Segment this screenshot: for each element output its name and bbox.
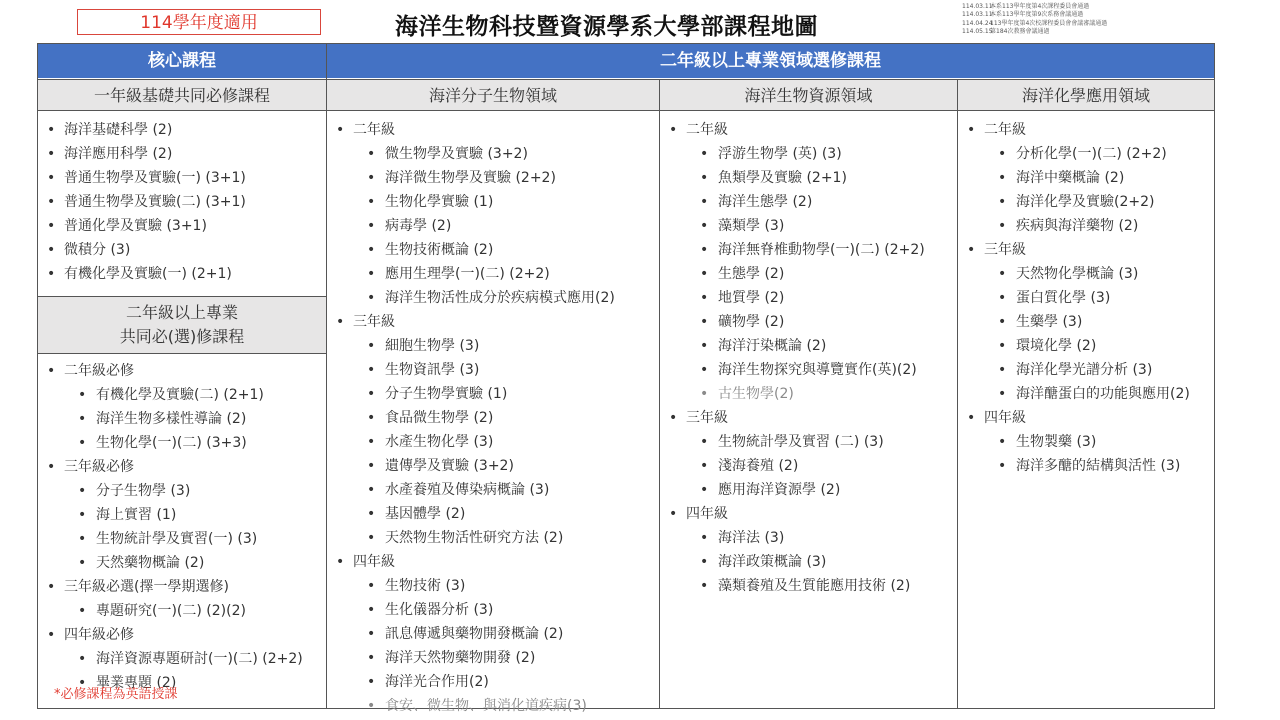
course-item: • 海洋醣蛋白的功能與應用(2) — [958, 382, 1214, 406]
course-item: • 海洋無脊椎動物學(一)(二) (2+2) — [660, 238, 957, 262]
course-item: • 分析化學(一)(二) (2+2) — [958, 142, 1214, 166]
course-item: • 浮游生物學 (英) (3) — [660, 142, 957, 166]
molecular-subheader: 海洋分子生物領域 — [327, 79, 659, 111]
common-courses-subheader — [38, 296, 326, 354]
course-item: • 海洋中藥概論 (2) — [958, 166, 1214, 190]
year-group-label: • 三年級必修 — [38, 455, 326, 479]
year-group-label: • 四年級 — [958, 406, 1214, 430]
course-item: • 藻類養殖及生質能應用技術 (2) — [660, 574, 957, 598]
approval-note: 114.03.11本系113學年度第9次系務會議通過 — [962, 11, 1084, 19]
course-item: • 微積分 (3) — [38, 238, 326, 262]
course-item: • 環境化學 (2) — [958, 334, 1214, 358]
course-item: • 分子生物學實驗 (1) — [327, 382, 659, 406]
molecular-course-list — [327, 118, 659, 718]
course-item: • 生物技術 (3) — [327, 574, 659, 598]
course-item: • 生物統計學及實習(一) (3) — [38, 527, 326, 551]
resources-subheader: 海洋生物資源領域 — [660, 79, 957, 111]
course-item: • 礦物學 (2) — [660, 310, 957, 334]
course-item: • 海洋生物探究與導覽實作(英)(2) — [660, 358, 957, 382]
course-item: • 生物化學實驗 (1) — [327, 190, 659, 214]
course-item: • 生物製藥 (3) — [958, 430, 1214, 454]
course-item: • 食品微生物學 (2) — [327, 406, 659, 430]
course-item: • 海洋生態學 (2) — [660, 190, 957, 214]
course-item: • 生物化學(一)(二) (3+3) — [38, 431, 326, 455]
course-item: • 生化儀器分析 (3) — [327, 598, 659, 622]
course-item: • 海洋微生物學及實驗 (2+2) — [327, 166, 659, 190]
common-subheader-line: 共同必(選)修課程 — [119, 327, 245, 346]
common-subheader-line: 二年級以上專業 — [125, 303, 238, 322]
approval-note: 114.03.11本系113學年度第4次課程委員會通過 — [962, 3, 1090, 10]
course-item: • 訊息傳遞與藥物開發概論 (2) — [327, 622, 659, 646]
english-taught-footnote: *必修課程為英語授課 — [54, 687, 178, 702]
year-group-label: • 二年級 — [958, 118, 1214, 142]
year-group-label: • 四年級 — [660, 502, 957, 526]
course-item: • 生藥學 (3) — [958, 310, 1214, 334]
course-item: • 地質學 (2) — [660, 286, 957, 310]
year-group-label: • 二年級 — [327, 118, 659, 142]
course-item: • 病毒學 (2) — [327, 214, 659, 238]
course-item: • 生物技術概論 (2) — [327, 238, 659, 262]
course-item: • 海上實習 (1) — [38, 503, 326, 527]
course-item: • 畢業專題 (2) — [38, 671, 326, 695]
course-item: • 普通生物學及實驗(一) (3+1) — [38, 166, 326, 190]
curriculum-table — [37, 43, 1215, 714]
course-item: • 遺傳學及實驗 (3+2) — [327, 454, 659, 478]
approval-note: 114.05.15第184次教務會議通過 — [962, 27, 1050, 35]
year-group-label: • 三年級 — [958, 238, 1214, 262]
course-item: • 海洋生物多樣性導論 (2) — [38, 407, 326, 431]
course-item: • 海洋天然物藥物開發 (2) — [327, 646, 659, 670]
approval-notes — [962, 3, 1107, 36]
page-title: 海洋生物科技暨資源學系大學部課程地圖 — [395, 14, 818, 40]
course-item: • 海洋應用科學 (2) — [38, 142, 326, 166]
year-group-label: • 三年級 — [327, 310, 659, 334]
course-item: • 海洋政策概論 (3) — [660, 550, 957, 574]
course-item: • 專題研究(一)(二) (2)(2) — [38, 599, 326, 623]
course-item: • 海洋法 (3) — [660, 526, 957, 550]
course-item-inactive: • 食安、微生物、與消化道疾病(3) — [327, 694, 659, 718]
common-course-list — [38, 359, 326, 695]
chemistry-course-list — [958, 118, 1214, 478]
year-group-label: • 三年級必選(擇一學期選修) — [38, 575, 326, 599]
chemistry-subheader: 海洋化學應用領域 — [958, 79, 1214, 111]
course-item: • 淺海養殖 (2) — [660, 454, 957, 478]
core-courses-header: 核心課程 — [38, 44, 326, 78]
course-item: • 細胞生物學 (3) — [327, 334, 659, 358]
course-item: • 水產養殖及傳染病概論 (3) — [327, 478, 659, 502]
electives-header: 二年級以上專業領域選修課程 — [327, 44, 1214, 78]
year-group-label: • 三年級 — [660, 406, 957, 430]
year-group-label: • 四年級必修 — [38, 623, 326, 647]
course-item: • 微生物學及實驗 (3+2) — [327, 142, 659, 166]
course-item: • 有機化學及實驗(二) (2+1) — [38, 383, 326, 407]
course-item: • 藻類學 (3) — [660, 214, 957, 238]
course-item: • 海洋光合作用(2) — [327, 670, 659, 694]
course-item: • 海洋資源專題研討(一)(二) (2+2) — [38, 647, 326, 671]
course-item: • 生物統計學及實習 (二) (3) — [660, 430, 957, 454]
year1-subheader: 一年級基礎共同必修課程 — [38, 79, 326, 111]
course-item: • 分子生物學 (3) — [38, 479, 326, 503]
course-item: • 蛋白質化學 (3) — [958, 286, 1214, 310]
course-item: • 基因體學 (2) — [327, 502, 659, 526]
course-item: • 魚類學及實驗 (2+1) — [660, 166, 957, 190]
course-item: • 生態學 (2) — [660, 262, 957, 286]
course-item: • 水產生物化學 (3) — [327, 430, 659, 454]
course-item: • 海洋多醣的結構與活性 (3) — [958, 454, 1214, 478]
course-item: • 天然藥物概論 (2) — [38, 551, 326, 575]
resources-course-list — [660, 118, 957, 598]
course-item: • 應用生理學(一)(二) (2+2) — [327, 262, 659, 286]
course-item: • 有機化學及實驗(一) (2+1) — [38, 262, 326, 286]
course-item: • 普通化學及實驗 (3+1) — [38, 214, 326, 238]
course-item: • 海洋汙染概論 (2) — [660, 334, 957, 358]
course-item: • 海洋生物活性成分於疾病模式應用(2) — [327, 286, 659, 310]
year-group-label: • 二年級必修 — [38, 359, 326, 383]
year1-course-list — [38, 118, 326, 286]
course-item: • 天然物化學概論 (3) — [958, 262, 1214, 286]
course-item: • 海洋基礎科學 (2) — [38, 118, 326, 142]
course-item: • 天然物生物活性研究方法 (2) — [327, 526, 659, 550]
course-item: • 普通生物學及實驗(二) (3+1) — [38, 190, 326, 214]
course-item: • 應用海洋資源學 (2) — [660, 478, 957, 502]
approval-note: 114.04.24113學年度第4次校課程委員會會議審議通過 — [962, 19, 1108, 27]
course-item: • 海洋化學光譜分析 (3) — [958, 358, 1214, 382]
course-item: • 疾病與海洋藥物 (2) — [958, 214, 1214, 238]
course-item: • 海洋化學及實驗(2+2) — [958, 190, 1214, 214]
year-group-label: • 二年級 — [660, 118, 957, 142]
year-group-label: • 四年級 — [327, 550, 659, 574]
course-item: • 生物資訊學 (3) — [327, 358, 659, 382]
applicable-year-label: 114學年度適用 — [77, 9, 321, 35]
course-item-inactive: • 古生物學(2) — [660, 382, 957, 406]
